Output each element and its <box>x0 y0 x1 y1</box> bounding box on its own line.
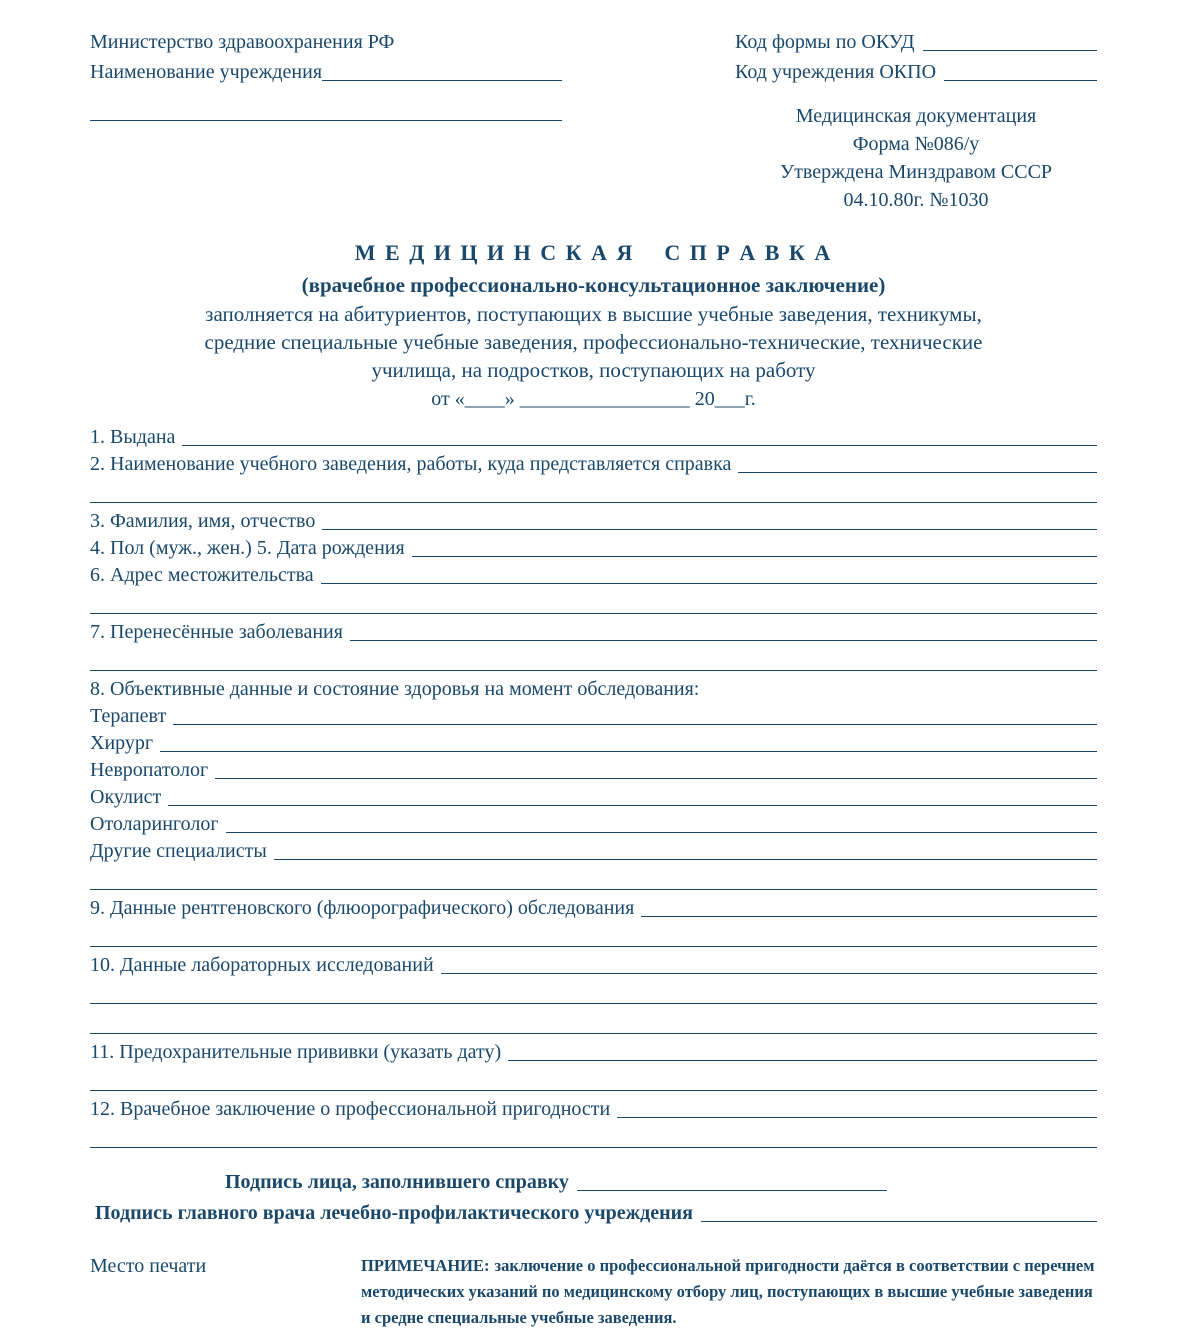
field-blank-line <box>738 472 1097 473</box>
field-blank-line <box>617 1117 1097 1118</box>
form-field-row <box>90 1094 1097 1121</box>
title-block <box>90 236 1097 414</box>
doc-line-2: Форма №086/у <box>852 133 980 155</box>
field-label: Терапевт <box>90 705 167 727</box>
field-blank-line <box>350 640 1097 641</box>
form-footer <box>90 1253 1097 1331</box>
signature-row <box>90 1194 1097 1225</box>
form-field-row <box>90 836 1097 863</box>
form-field-row <box>90 701 1097 728</box>
form-field-row <box>90 617 1097 644</box>
doc-line-3: Утверждена Минздравом СССР <box>779 161 1053 183</box>
field-blank-line <box>90 1003 1097 1004</box>
signature-blank-line <box>577 1190 887 1191</box>
form-field-row <box>90 977 1097 1007</box>
field-label: Окулист <box>90 786 162 808</box>
institution-label: Наименование учреждения <box>90 61 323 83</box>
field-blank-line <box>90 946 1097 947</box>
signatures-block <box>90 1163 1097 1225</box>
field-label: Другие специалисты <box>90 840 267 862</box>
form-field-row <box>90 506 1097 533</box>
form-field-row <box>90 644 1097 674</box>
field-blank-line <box>90 1090 1097 1091</box>
form-field-row <box>90 728 1097 755</box>
stamp-place-label: Место печати <box>90 1255 207 1277</box>
okud-line <box>735 24 1097 54</box>
field-label: 7. Перенесённые заболевания <box>90 621 343 643</box>
field-blank-line <box>168 805 1097 806</box>
okpo-blank-line <box>944 80 1097 81</box>
field-label: 10. Данные лабораторных исследований <box>90 954 434 976</box>
form-field-row <box>90 809 1097 836</box>
form-field-row <box>90 1007 1097 1037</box>
field-label: 8. Объективные данные и состояние здоровья на момент обследования: <box>90 678 700 700</box>
form-rows <box>90 422 1097 1151</box>
field-blank-line <box>160 751 1097 752</box>
form-field-row <box>90 449 1097 476</box>
institution-blank-line <box>322 80 562 81</box>
field-blank-line <box>274 859 1097 860</box>
note-block <box>361 1253 1097 1331</box>
field-blank-line <box>641 916 1097 917</box>
field-blank-line <box>90 1033 1097 1034</box>
field-blank-line <box>173 724 1097 725</box>
field-blank-line <box>412 556 1097 557</box>
form-title: М Е Д И Ц И Н С К А Я С П Р А В К А <box>354 240 833 265</box>
institution-continuation-line <box>90 94 562 124</box>
doc-classification-block <box>735 102 1097 214</box>
field-blank-line <box>441 973 1097 974</box>
form-field-row <box>90 782 1097 809</box>
note-text: заключение о профессиональной пригодности даётся в соответствии с перечнем методических указаний по медицинскому отбору лиц, поступающих в высшие учебные заведения и средне специальные учебные заведения. <box>361 1256 1095 1327</box>
form-field-row <box>90 1064 1097 1094</box>
form-header <box>90 24 1097 216</box>
form-field-row <box>90 587 1097 617</box>
form-field-row <box>90 920 1097 950</box>
okpo-label: Код учреждения ОКПО <box>735 61 937 83</box>
field-label: Невропатолог <box>90 759 209 781</box>
form-field-row <box>90 893 1097 920</box>
field-label: 4. Пол (муж., жен.) 5. Дата рождения <box>90 537 405 559</box>
form-description-line: средние специальные учебные заведения, профессионально-технические, технические <box>204 330 983 354</box>
form-field-row <box>90 533 1097 560</box>
header-right-block <box>735 24 1097 216</box>
signature-label: Подпись лица, заполнившего справку <box>225 1171 569 1193</box>
field-label: 1. Выдана <box>90 426 176 448</box>
form-description-line: заполняется на абитуриентов, поступающих в высшие учебные заведения, техникумы, <box>205 302 982 326</box>
form-field-row <box>90 560 1097 587</box>
form-field-row <box>90 476 1097 506</box>
field-blank-line <box>322 529 1097 530</box>
form-field-row <box>90 950 1097 977</box>
signature-label: Подпись главного врача лечебно-профилактического учреждения <box>95 1202 693 1224</box>
doc-line-4: 04.10.80г. №1030 <box>843 189 989 211</box>
field-blank-line <box>321 583 1097 584</box>
form-field-row <box>90 674 1097 701</box>
field-blank-line <box>90 502 1097 503</box>
field-blank-line <box>90 889 1097 890</box>
field-label: 6. Адрес местожительства <box>90 564 314 586</box>
field-label: 12. Врачебное заключение о профессиональной пригодности <box>90 1098 611 1120</box>
field-blank-line <box>90 613 1097 614</box>
signature-row <box>90 1163 1097 1194</box>
okud-label: Код формы по ОКУД <box>735 31 915 53</box>
field-blank-line <box>226 832 1097 833</box>
form-field-row <box>90 1121 1097 1151</box>
field-label: 11. Предохранительные прививки (указать дату) <box>90 1041 502 1063</box>
signature-blank-line <box>701 1221 1097 1222</box>
field-label: Отоларинголог <box>90 813 219 835</box>
institution-blank-line-2 <box>90 120 562 121</box>
field-blank-line <box>90 670 1097 671</box>
institution-line <box>90 54 562 84</box>
form-field-row <box>90 422 1097 449</box>
okud-blank-line <box>923 50 1097 51</box>
okpo-line <box>735 54 1097 84</box>
field-label: 3. Фамилия, имя, отчество <box>90 510 316 532</box>
form-field-row <box>90 1037 1097 1064</box>
field-label: Хирург <box>90 732 154 754</box>
doc-line-1: Медицинская документация <box>795 105 1037 127</box>
issue-date-line: от «____» _________________ 20___г. <box>431 388 756 410</box>
note-label: ПРИМЕЧАНИЕ: <box>361 1256 490 1275</box>
form-description-line: училища, на подростков, поступающих на работу <box>371 358 816 382</box>
form-field-row <box>90 755 1097 782</box>
field-label: 9. Данные рентгеновского (флюорографического) обследования <box>90 897 635 919</box>
header-left-block <box>90 24 562 216</box>
field-blank-line <box>508 1060 1097 1061</box>
field-blank-line <box>90 1147 1097 1148</box>
field-blank-line <box>215 778 1097 779</box>
form-field-row <box>90 863 1097 893</box>
ministry-label: Министерство здравоохранения РФ <box>90 31 395 53</box>
ministry-line <box>90 24 562 54</box>
form-subtitle: (врачебное профессионально-консультационное заключение) <box>301 273 886 297</box>
field-blank-line <box>182 445 1097 446</box>
field-label: 2. Наименование учебного заведения, работы, куда представляется справка <box>90 453 732 475</box>
